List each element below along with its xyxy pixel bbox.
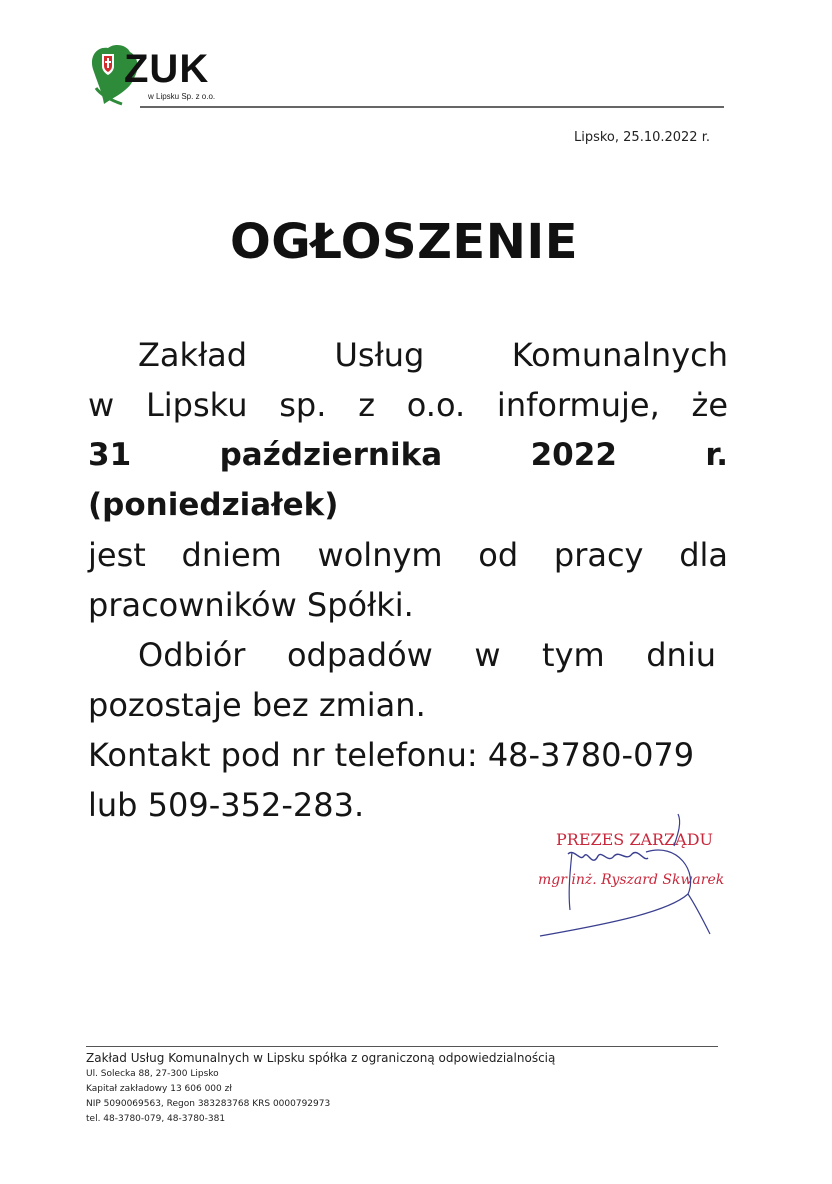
header-divider <box>140 106 724 108</box>
body-line: pracowników Spółki. <box>88 586 414 624</box>
body-line: pozostaje bez zmian. <box>88 686 426 724</box>
stamp-title: PREZES ZARZĄDU <box>556 830 714 849</box>
footer-divider <box>86 1046 718 1047</box>
document-title: OGŁOSZENIE <box>229 214 579 270</box>
body-line: Zakład Usług Komunalnych <box>138 336 728 374</box>
body-date-bold: 31 października 2022 r. (poniedziałek) <box>88 437 728 523</box>
body-line: lub 509-352-283. <box>88 786 365 824</box>
handwritten-signature-icon <box>528 812 728 942</box>
footer <box>86 1049 555 1127</box>
document-date: Lipsko, 25.10.2022 r. <box>573 130 710 145</box>
stamp-name: mgr inż. Ryszard Skwarek <box>538 872 725 888</box>
company-logo <box>86 42 246 108</box>
body-line: Kontakt pod nr telefonu: 48-3780-079 <box>88 736 695 774</box>
body-line: w Lipsku sp. z o.o. informuje, że <box>88 386 728 424</box>
body-line: jest dniem wolnym od pracy dla <box>88 536 728 574</box>
logo-text: ZUK <box>124 47 210 91</box>
body-line: Odbiór odpadów w tym dniu <box>138 636 716 674</box>
footer-company: Zakład Usług Komunalnych w Lipsku spółka z ograniczoną odpowiedzialnością <box>86 1051 556 1065</box>
announcement-body <box>88 330 728 830</box>
footer-registry: NIP 5090069563, Regon 383283768 KRS 0000792973 <box>86 1099 331 1109</box>
footer-address: Ul. Solecka 88, 27-300 Lipsko <box>86 1069 219 1079</box>
footer-capital: Kapitał zakładowy 13 606 000 zł <box>86 1084 232 1094</box>
logo-tagline: w Lipsku Sp. z o.o. <box>148 92 216 101</box>
signature-stamp <box>528 812 728 942</box>
footer-phone: tel. 48-3780-079, 48-3780-381 <box>86 1114 226 1124</box>
